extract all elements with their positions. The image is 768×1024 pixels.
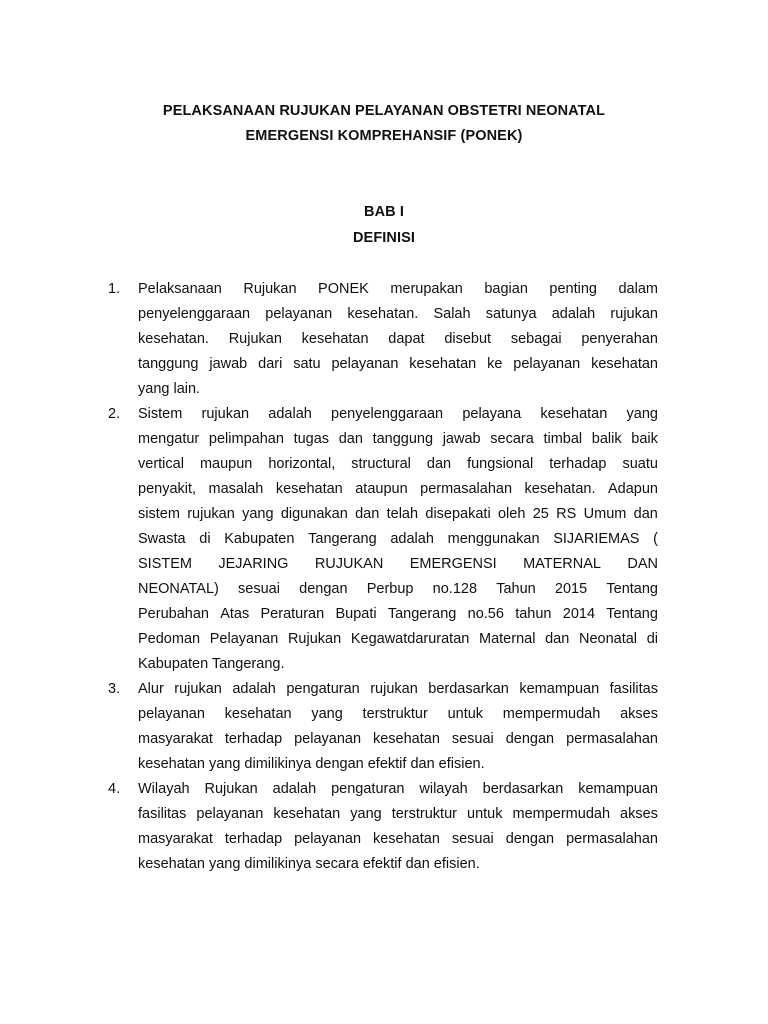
list-item: [108, 777, 658, 877]
list-item-number: 1.: [108, 281, 121, 297]
list-item-number: 3.: [108, 681, 121, 697]
document-title-line-1: PELAKSANAAN RUJUKAN PELAYANAN OBSTETRI NEONATAL: [162, 103, 606, 119]
list-item-line: Pelaksanaan Rujukan PONEK merupakan bagian penting dalam: [138, 281, 658, 297]
list-item-line: kesehatan. Rujukan kesehatan dapat disebut sebagai penyerahan: [138, 331, 658, 347]
chapter-title: DEFINISI: [352, 230, 416, 246]
list-item-line: NEONATAL) sesuai dengan Perbup no.128 Tahun 2015 Tentang: [138, 581, 658, 597]
list-item: [108, 277, 658, 402]
list-item-line: Perubahan Atas Peraturan Bupati Tangerang no.56 tahun 2014 Tentang: [138, 606, 658, 622]
list-item: [108, 677, 658, 777]
list-item-line: Sistem rujukan adalah penyelenggaraan pelayana kesehatan yang: [138, 406, 658, 422]
list-item-line: Wilayah Rujukan adalah pengaturan wilayah berdasarkan kemampuan: [138, 781, 658, 797]
list-item-line: penyelenggaraan pelayanan kesehatan. Salah satunya adalah rujukan: [138, 306, 658, 322]
list-item-line: mengatur pelimpahan tugas dan tanggung jawab secara timbal balik baik: [138, 431, 658, 447]
list-item-line: Kabupaten Tangerang.: [138, 656, 285, 672]
list-item-line: Alur rujukan adalah pengaturan rujukan berdasarkan kemampuan fasilitas: [138, 681, 658, 697]
list-item-line: yang lain.: [138, 381, 201, 397]
list-item-line: masyarakat terhadap pelayanan kesehatan sesuai dengan permasalahan: [138, 731, 658, 747]
list-item-line: sistem rujukan yang digunakan dan telah disepakati oleh 25 RS Umum dan: [138, 506, 658, 522]
list-item-line: penyakit, masalah kesehatan ataupun permasalahan kesehatan. Adapun: [138, 481, 658, 497]
definition-list: [108, 277, 658, 877]
list-item-line: pelayanan kesehatan yang terstruktur untuk mempermudah akses: [138, 706, 658, 722]
list-item-line: kesehatan yang dimilikinya secara efektif dan efisien.: [138, 856, 480, 872]
list-item-line: tanggung jawab dari satu pelayanan kesehatan ke pelayanan kesehatan: [138, 356, 658, 372]
list-item-line: kesehatan yang dimilikinya dengan efektif dan efisien.: [138, 756, 485, 772]
list-item-line: masyarakat terhadap pelayanan kesehatan sesuai dengan permasalahan: [138, 831, 658, 847]
list-item-line: vertical maupun horizontal, structural dan fungsional terhadap suatu: [138, 456, 658, 472]
list-item: [108, 402, 658, 677]
list-item-line: SISTEM JEJARING RUJUKAN EMERGENSI MATERNAL DAN: [138, 556, 658, 572]
list-item-line: Pedoman Pelayanan Rujukan Kegawatdaruratan Maternal dan Neonatal di: [138, 631, 658, 647]
list-item-line: fasilitas pelayanan kesehatan yang terstruktur untuk mempermudah akses: [138, 806, 658, 822]
list-item-line: Swasta di Kabupaten Tangerang adalah menggunakan SIJARIEMAS (: [138, 531, 658, 547]
chapter-label: BAB I: [364, 204, 404, 220]
list-item-number: 4.: [108, 781, 121, 797]
document-title-line-2: EMERGENSI KOMPREHANSIF (PONEK): [245, 128, 523, 144]
list-item-number: 2.: [108, 406, 121, 422]
